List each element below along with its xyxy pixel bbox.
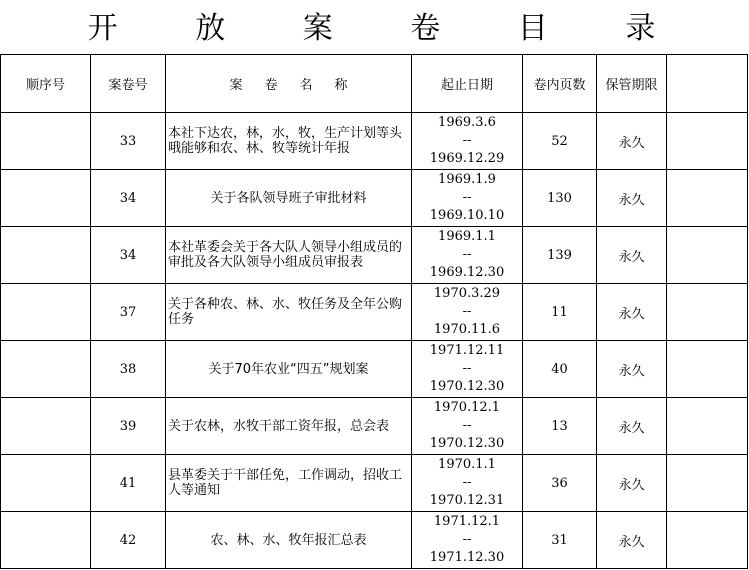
date-start: 1969.3.6 bbox=[438, 115, 496, 130]
cell-name: 关于70年农业“四五”规划案 bbox=[166, 341, 412, 398]
date-separator: -- bbox=[462, 247, 472, 262]
cell-extra bbox=[667, 227, 748, 284]
cell-dates bbox=[412, 512, 523, 569]
date-start: 1970.3.29 bbox=[433, 286, 501, 301]
cell-pages: 52 bbox=[523, 113, 597, 170]
cell-extra bbox=[667, 398, 748, 455]
date-separator: -- bbox=[462, 418, 472, 433]
cell-case-no: 41 bbox=[91, 455, 166, 512]
date-end: 1970.11.6 bbox=[433, 322, 501, 337]
date-end: 1969.12.30 bbox=[429, 265, 505, 280]
cell-seq bbox=[1, 455, 91, 512]
cell-seq bbox=[1, 113, 91, 170]
cell-seq bbox=[1, 284, 91, 341]
cell-name: 农、林、水、牧年报汇总表 bbox=[166, 512, 412, 569]
date-start: 1971.12.11 bbox=[429, 343, 505, 358]
cell-retention: 永久 bbox=[597, 227, 667, 284]
date-start: 1970.12.1 bbox=[433, 400, 501, 415]
header-extra bbox=[667, 55, 748, 113]
cell-retention: 永久 bbox=[597, 512, 667, 569]
date-end: 1970.12.30 bbox=[429, 379, 505, 394]
cell-case-no: 38 bbox=[91, 341, 166, 398]
catalog-table bbox=[0, 54, 748, 569]
table-row bbox=[1, 284, 748, 341]
cell-case-no: 37 bbox=[91, 284, 166, 341]
table-row bbox=[1, 398, 748, 455]
cell-name: 县革委关于干部任免，工作调动，招收工人等通知 bbox=[166, 455, 412, 512]
date-separator: -- bbox=[462, 361, 472, 376]
date-end: 1970.12.30 bbox=[429, 436, 505, 451]
cell-retention: 永久 bbox=[597, 398, 667, 455]
header-row bbox=[1, 55, 748, 113]
table-row bbox=[1, 113, 748, 170]
cell-case-no: 33 bbox=[91, 113, 166, 170]
cell-name: 关于各种农、林、水、牧任务及全年公购任务 bbox=[166, 284, 412, 341]
cell-seq bbox=[1, 512, 91, 569]
cell-extra bbox=[667, 113, 748, 170]
cell-name: 关于农林，水牧干部工资年报，总会表 bbox=[166, 398, 412, 455]
cell-pages: 139 bbox=[523, 227, 597, 284]
date-start: 1969.1.1 bbox=[438, 229, 496, 244]
cell-name: 关于各队领导班子审批材料 bbox=[166, 170, 412, 227]
cell-extra bbox=[667, 341, 748, 398]
header-pages: 卷内页数 bbox=[523, 55, 597, 113]
cell-extra bbox=[667, 284, 748, 341]
date-separator: -- bbox=[462, 532, 472, 547]
cell-pages: 40 bbox=[523, 341, 597, 398]
table-row bbox=[1, 341, 748, 398]
date-end: 1969.12.29 bbox=[429, 151, 505, 166]
cell-pages: 130 bbox=[523, 170, 597, 227]
cell-pages: 31 bbox=[523, 512, 597, 569]
cell-pages: 13 bbox=[523, 398, 597, 455]
date-end: 1969.10.10 bbox=[429, 208, 505, 223]
cell-extra bbox=[667, 170, 748, 227]
cell-retention: 永久 bbox=[597, 113, 667, 170]
date-start: 1971.12.1 bbox=[433, 514, 501, 529]
cell-name: 本社革委会关于各大队人领导小组成员的审批及各大队领导小组成员审报表 bbox=[166, 227, 412, 284]
cell-case-no: 39 bbox=[91, 398, 166, 455]
cell-dates bbox=[412, 170, 523, 227]
table-row bbox=[1, 227, 748, 284]
cell-extra bbox=[667, 455, 748, 512]
cell-pages: 36 bbox=[523, 455, 597, 512]
date-separator: -- bbox=[462, 304, 472, 319]
cell-dates bbox=[412, 284, 523, 341]
date-separator: -- bbox=[462, 133, 472, 148]
cell-case-no: 42 bbox=[91, 512, 166, 569]
date-end: 1971.12.30 bbox=[429, 550, 505, 565]
header-seq: 顺序号 bbox=[1, 55, 91, 113]
date-end: 1970.12.31 bbox=[429, 493, 505, 508]
cell-retention: 永久 bbox=[597, 170, 667, 227]
header-dates: 起止日期 bbox=[412, 55, 523, 113]
cell-pages: 11 bbox=[523, 284, 597, 341]
cell-seq bbox=[1, 170, 91, 227]
cell-dates bbox=[412, 113, 523, 170]
cell-dates bbox=[412, 341, 523, 398]
table-row bbox=[1, 512, 748, 569]
cell-retention: 永久 bbox=[597, 284, 667, 341]
table-body bbox=[1, 113, 748, 569]
date-separator: -- bbox=[462, 190, 472, 205]
cell-seq bbox=[1, 227, 91, 284]
cell-dates bbox=[412, 455, 523, 512]
cell-extra bbox=[667, 512, 748, 569]
cell-seq bbox=[1, 398, 91, 455]
cell-dates bbox=[412, 398, 523, 455]
cell-case-no: 34 bbox=[91, 170, 166, 227]
date-start: 1970.1.1 bbox=[438, 457, 496, 472]
cell-retention: 永久 bbox=[597, 341, 667, 398]
table-row bbox=[1, 455, 748, 512]
cell-case-no: 34 bbox=[91, 227, 166, 284]
table-row bbox=[1, 170, 748, 227]
header-retention: 保管期限 bbox=[597, 55, 667, 113]
date-start: 1969.1.9 bbox=[438, 172, 496, 187]
page-title: 开 放 案 卷 目 录 bbox=[87, 11, 690, 46]
header-name bbox=[166, 55, 412, 113]
cell-dates bbox=[412, 227, 523, 284]
cell-retention: 永久 bbox=[597, 455, 667, 512]
header-name-label: 案卷名称 bbox=[229, 78, 370, 93]
cell-seq bbox=[1, 341, 91, 398]
date-separator: -- bbox=[462, 475, 472, 490]
header-case-no: 案卷号 bbox=[91, 55, 166, 113]
cell-name: 本社下达农，林，水，牧，生产计划等头哦能够和农、林、牧等统计年报 bbox=[166, 113, 412, 170]
